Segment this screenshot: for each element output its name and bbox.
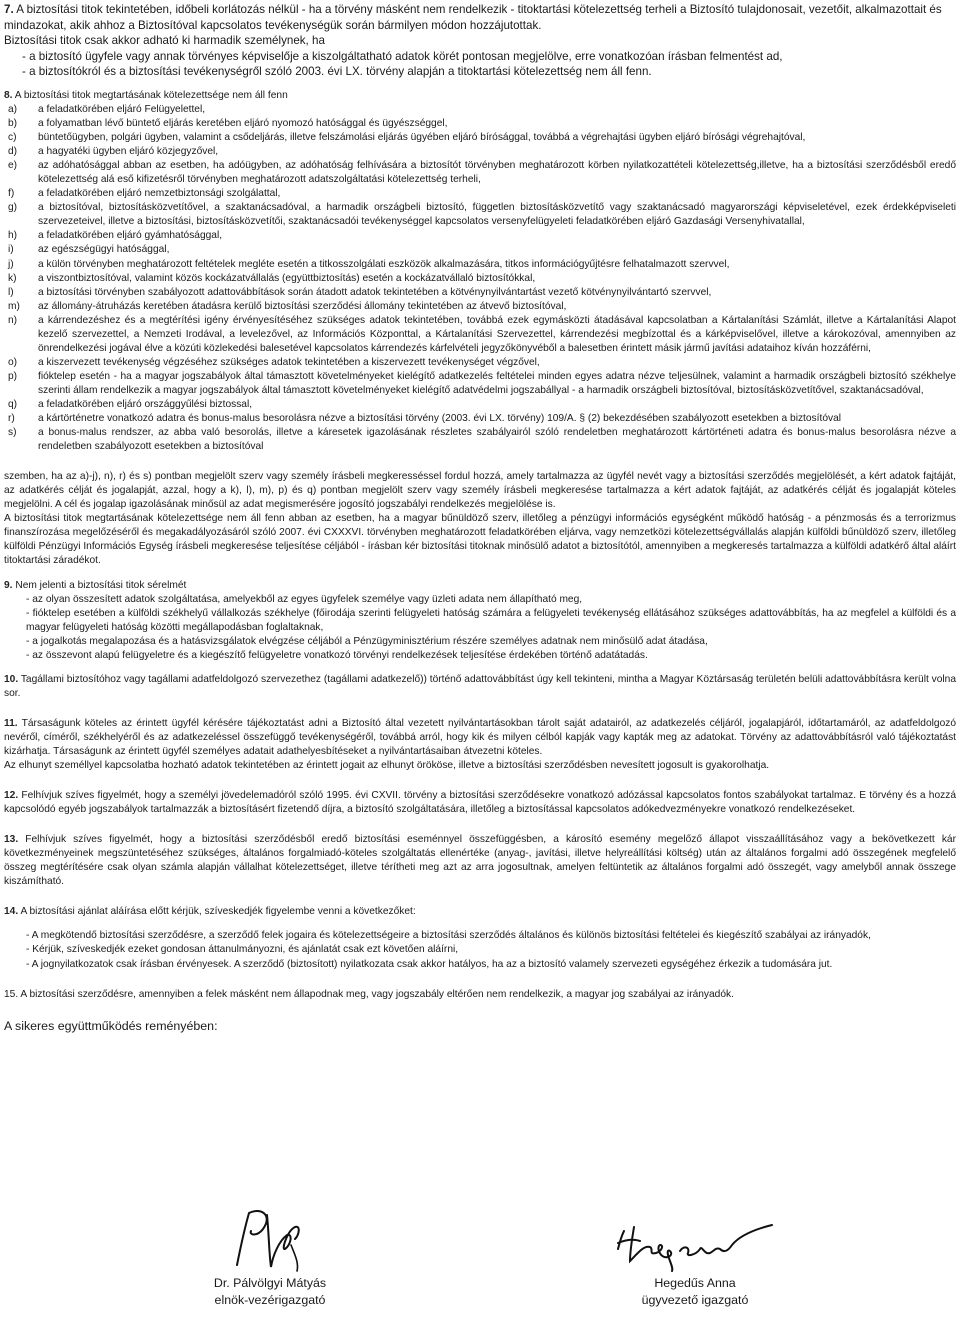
signatory-title: ügyvezető igazgató [641, 1293, 749, 1307]
list-item: p) fióktelep esetén - ha a magyar jogszabályok által támasztott követelményeket kielégítő adatkezelés feltételei minden egyes adatra nézve teljesülnek, valamint a harmadik országbeli biztosító székhelye szerinti állam rendelkezik a magyar jogszabályok által támasztott követelményeket kielégítő adatvédelmi jogszabállyal - a harmadik országbeli biztosítóval, biztosításközvetítővel, szaktanácsadóval, [8, 370, 956, 396]
section-7-item: - a biztosítókról és a biztosítási tevékenységről szóló 2003. évi LX. törvény alapján a titoktartási kötelezettség nem áll fenn. [22, 65, 652, 79]
section-number: 7. [4, 3, 14, 16]
section-12 [4, 789, 956, 817]
section-15: 15. A biztosítási szerződésre, amennyiben a felek másként nem állapodnak meg, vagy jogszabály eltérően nem rendelkezik, a magyar jog szabályai az irányadók. [4, 988, 734, 1000]
section-8 [4, 89, 956, 103]
section-number: 8. [4, 89, 13, 101]
handwritten-signature-icon [215, 1205, 325, 1275]
section-7-item: - a biztosító ügyfele vagy annak törvényes képviselője a kiszolgáltatható adatok körét pontosan megjelölve, erre vonatkozóan írásban felmentést ad, [22, 49, 783, 63]
signatory-title: elnök-vezérigazgató [214, 1293, 326, 1307]
section-number: 10. [4, 673, 19, 685]
document-body [4, 2, 956, 1034]
list-item: d) a hagyatéki ügyben eljáró közjegyzővel, [8, 146, 219, 158]
section-14-item: - A jognyilatkozatok csak írásban érvényesek. A szerződő (biztosított) nyilatkozata csak akkor hatályos, ha az a biztosító valamely szervezeti egységéhez érkezik a tudomására jut. [26, 958, 833, 970]
section-9-item: - az összevont alapú felügyeletre és a kiegészítő felügyeletre vonatkozó törvényi rendelkezések teljesítése érdekében történő adatátadás. [26, 649, 648, 661]
list-item: r) a kártörténetre vonatkozó adatra és bonus-malus besorolásra nézve a biztosítási törvény (2003. évi LX. törvény) 109/A. § (2) bekezdésében szabályozott esetekben a biztosítóval [8, 413, 842, 425]
list-item: m) az állomány-átruházás keretében átadásra kerülő biztosítási szerződési állomány tekintetében az átvevő biztosítóval, [8, 300, 567, 312]
section-8-list [4, 103, 956, 454]
section-11-text: Társaságunk köteles az érintett ügyfél kérésére tájékoztatást adni a Biztosító által vezetett nyilvántartásokban tárolt saját adatairól, az adatkezelés céljáról, jogalapjáról, időtartamáról, az adatfeldolgozó nevéről, címéről, székhelyéről és az adatkezeléssel összefüggő tevékenységéről, továbbá arról, hogy kik és milyen célból kapják vagy kapták meg az adatokat. Törvény az adattovábbításról való tájékoztatást kizárhatja. Társaságunk az érintett ügyfél személyes adatait adathelyesbítéseket a nyilvántartásaiban átvezetni köteles. [4, 717, 956, 757]
section-12-text: Felhívjuk szíves figyelmét, hogy a személyi jövedelemadóról szóló 1995. évi CXVII. törvény a biztosítási szerződésekre vonatkozó adózással kapcsolatos fontos szabályokat tartalmaz. E törvény és a hozzá kapcsolódó egyéb jogszabályok tartalmazzák a biztosításért fizetendő díjra, a biztosító szolgáltatására, illetőleg a biztosítással kapcsolatos adókedvezményekre vonatkozó rendelkezéseket. [4, 790, 956, 816]
section-11-extra: Az elhunyt személlyel kapcsolatba hozható adatok tekintetében az érintett jogait az elhunyt örököse, illetve a biztosítási szerződésben nevesített jogosult is gyakorolhatja. [4, 760, 770, 772]
handwritten-signature-icon [610, 1205, 780, 1275]
section-number: 12. [4, 790, 19, 802]
section-7-intro: Biztosítási titok csak akkor adható ki harmadik személynek, ha [4, 34, 325, 48]
section-7 [4, 2, 956, 33]
list-item: l) a biztosítási törvényben szabályozott adattovábbítások során átadott adatok tekintetében a kötvénynyilvántartást vezető kötvénynyilvántartó szervvel, [8, 286, 712, 298]
list-item: j) a külön törvényben meghatározott feltételek megléte esetén a titkosszolgálati eszközök alkalmazására, titkos információgyűjtésre felhatalmazott szervvel, [8, 258, 730, 270]
section-number: 9. [4, 579, 13, 591]
list-item: s) a bonus-malus rendszer, az abba való besorolás, illetve a káresetek igazolásának részletes szabályairól szóló rendeletben meghatározott kártörténeti adatra és bonus-malus besorolásra nézve a rendeletben szabályozott esetekben a biztosítóval [8, 427, 956, 453]
list-item: a) a feladatkörében eljáró Felügyelettel, [8, 104, 206, 116]
list-item: g) a biztosítóval, biztosításközvetítővel, a szaktanácsadóval, a harmadik országbeli biztosító, független biztosításközvetítő vagy szaktanácsadó magyarországi képviseletével, ezek érdekképviseleti szervezeteivel, illetve a biztosítási, biztosításközvetítői, szaktanácsadói tevékenységgel kapcsolatos versenyfelügyeleti feladatkörében eljáró Gazdasági Versenyhivatallal, [8, 202, 956, 228]
list-item: b) a folyamatban lévő büntető eljárás keretében eljáró nyomozó hatósággal és ügyészséggel, [8, 118, 448, 130]
section-14-intro: A biztosítási ajánlat aláírása előtt kérjük, szíveskedjék figyelembe venni a következőket: [20, 906, 416, 918]
list-item: i) az egészségügyi hatósággal, [8, 244, 170, 256]
list-item: k) a viszontbiztosítóval, valamint közös kockázatvállalás (együttbiztosítás) esetén a kockázatvállaló biztosítókkal, [8, 272, 536, 284]
section-13-text: Felhívjuk szíves figyelmét, hogy a biztosítási szerződésből eredő biztosítási eseménnyel összefüggésben, a károsító esemény megelőző állapot visszaállításához vagy a bekövetkezett kár következményeinek megszüntetéséhez szükséges, általános forgalmiadó-köteles szolgáltatás ellenértéke (anyag-, javítási, illetve helyreállítási költség) után az általános forgalmi adó összegének megfelelő összeg megtérítésére csak olyan számla alapján vállalhat kötelezettséget, illetve térítheti meg azt az arra jogosultnak, amelyen feltüntetik az általános forgalmi adó összegét, vagy amelyből annak összege kiszámítható. [4, 834, 956, 888]
section-number: 14. [4, 906, 19, 918]
section-10 [4, 673, 956, 701]
list-item: e) az adóhatósággal abban az esetben, ha adóügyben, az adóhatóság felhívására a biztosítót törvényben meghatározott körben nyilatkozattételi kötelezettség,illetve, ha a biztosítási szerződésből eredő kötelezettség alá eső kifizetésről törvényben meghatározott adatszolgáltatási kötelezettség terheli, [8, 160, 956, 186]
closing-text: A sikeres együttműködés reményében: [4, 1018, 218, 1033]
list-item: q) a feladatkörében eljáró országgyűlési biztossal, [8, 399, 253, 410]
section-8-paragraph: A biztosítási titok megtartásának kötelezettsége nem áll fenn abban az esetben, ha a magyar bűnüldöző szerv, illetőleg a pénzügyi információs egységként működő hatóság - a pénzmosás és a terrorizmus finanszírozása megelőzéséről és megakadályozásáról szóló 2007. évi CXXXVI. törvényben meghatározott feladatkörében eljárva, vagy nemzetközi kötelezettségvállalás alapján külföldi bűnüldöző szerv, illetőleg külföldi Pénzügyi Információs Egység írásbeli megkeresése teljesítése céljából - írásban kér biztosítási titoknak minősülő adatot a biztosítótól, amennyiben a megkeresés tartalmazza a külföldi adatkérő által aláírt titoktartási záradékot. [4, 513, 956, 567]
section-8-intro: A biztosítási titok megtartásának kötelezettsége nem áll fenn [14, 89, 288, 101]
signature-left [195, 1205, 345, 1309]
section-11 [4, 717, 956, 759]
section-14-item: - A megkötendő biztosítási szerződésre, a szerződő felek jogaira és kötelezettségeire a biztosítási szerződés általános és különös biztosítási feltételei és kiegészítő szabályai az irányadók, [26, 930, 871, 942]
list-item: c) büntetőügyben, polgári ügyben, valamint a csődeljárás, illetve felszámolási eljárás ügyében eljáró bírósággal, továbbá a végrehajtási ügyben eljáró bírósági végrehajtóval, [8, 132, 806, 144]
section-9-item: - fióktelep esetében a külföldi székhelyű vállalkozás székhelye (főirodája szerinti felügyeleti hatóság számára a felügyeleti tevékenység ellátásához szükséges adattovábbítás, ha az megfelel a külföldi és a magyar felügyeleti hatóság közötti megállapodásban foglaltaknak, [26, 607, 956, 633]
signatory-name: Hegedűs Anna [654, 1276, 736, 1290]
section-7-text: A biztosítási titok tekintetében, időbeli korlátozás nélkül - ha a törvény másként nem rendelkezik - titoktartási kötelezettség terheli a Biztosító tulajdonosait, vezetőit, alkalmazottait és mindazokat, akik ahhoz a Biztosítóval kapcsolatos tevékenységük során bármilyen módon hozzájutottak. [4, 3, 942, 32]
section-9 [4, 579, 956, 593]
list-item: h) a feladatkörében eljáró gyámhatósággal, [8, 230, 223, 242]
section-14 [4, 905, 956, 919]
section-9-item: - a jogalkotás megalapozása és a hatásvizsgálatok elvégzése céljából a Pénzügyminisztérium részére személyes adatnak nem minősülő adat átadása, [26, 635, 708, 647]
section-10-text: Tagállami biztosítóhoz vagy tagállami adatfeldolgozó szervezethez (tagállami adatkezelő)) történő adattovábbítást úgy kell tekinteni, mintha a Magyar Köztársaság területén belüli adattovábbításra került volna sor. [4, 673, 956, 699]
signature-block [0, 1205, 960, 1317]
section-8-paragraph: szemben, ha az a)-j), n), r) és s) pontban megjelölt szerv vagy személy írásbeli megkeresséssel fordul hozzá, amely tartalmazza az ügyfél nevét vagy a biztosítási szerződés megjelölését, a kért adatok fajtáját, az adatkérés célját és jogalapját, azzal, hogy a k), l), m), p) és q) pontban megjelölt szerv vagy személy írásbeli megkeresése tartalmazza a kért adatok fajtáját, az adatkérés célját és jogalapját köteles megjelölni. A cél és jogalap igazolásának minősül az adat megismerésére jogosító jogszabályi rendelkezés megjelölése is. [4, 471, 956, 511]
section-9-item: - az olyan összesített adatok szolgáltatása, amelyekből az egyes ügyfelek személye vagy üzleti adata nem állapítható meg, [26, 593, 583, 605]
section-13 [4, 833, 956, 889]
list-item: f) a feladatkörében eljáró nemzetbiztonsági szolgálattal, [8, 188, 281, 200]
section-14-item: - Kérjük, szíveskedjék ezeket gondosan áttanulmányozni, és ajánlatát csak ezt követően aláírni, [26, 944, 459, 956]
list-item: n) a kárrendezéshez és a megtérítési igény érvényesítéséhez szükséges adatok tekintetében, továbbá ezek egymásközti átadásával kapcsolatban a Kártalanítási Számlát, illetve a Kártalanítási Alapot kezelő szervezettel, a Nemzeti Irodával, a levelezővel, az Információs Központtal, a Kártalanítási Szervezettel, kárrendezési megbízottal és a kárképviselővel, illetve a károkozóval, amennyiben az önrendelkezési jogával élve a közúti közlekedési balesetével kapcsolatos kárrendezés kárfelvételi jegyzőkönyvéből a balesetben érintett másik jármű javítási adataihoz kíván hozzáférni, [8, 314, 956, 354]
signature-right [610, 1205, 780, 1309]
list-item: o) a kiszervezett tevékenység végzéséhez szükséges adatok tekintetében a kiszervezett tevékenységet végzővel, [8, 356, 540, 368]
section-number: 13. [4, 834, 19, 846]
signatory-name: Dr. Pálvölgyi Mátyás [213, 1276, 327, 1290]
section-9-intro: Nem jelenti a biztosítási titok sérelmét [15, 579, 187, 591]
section-number: 11. [4, 717, 18, 729]
